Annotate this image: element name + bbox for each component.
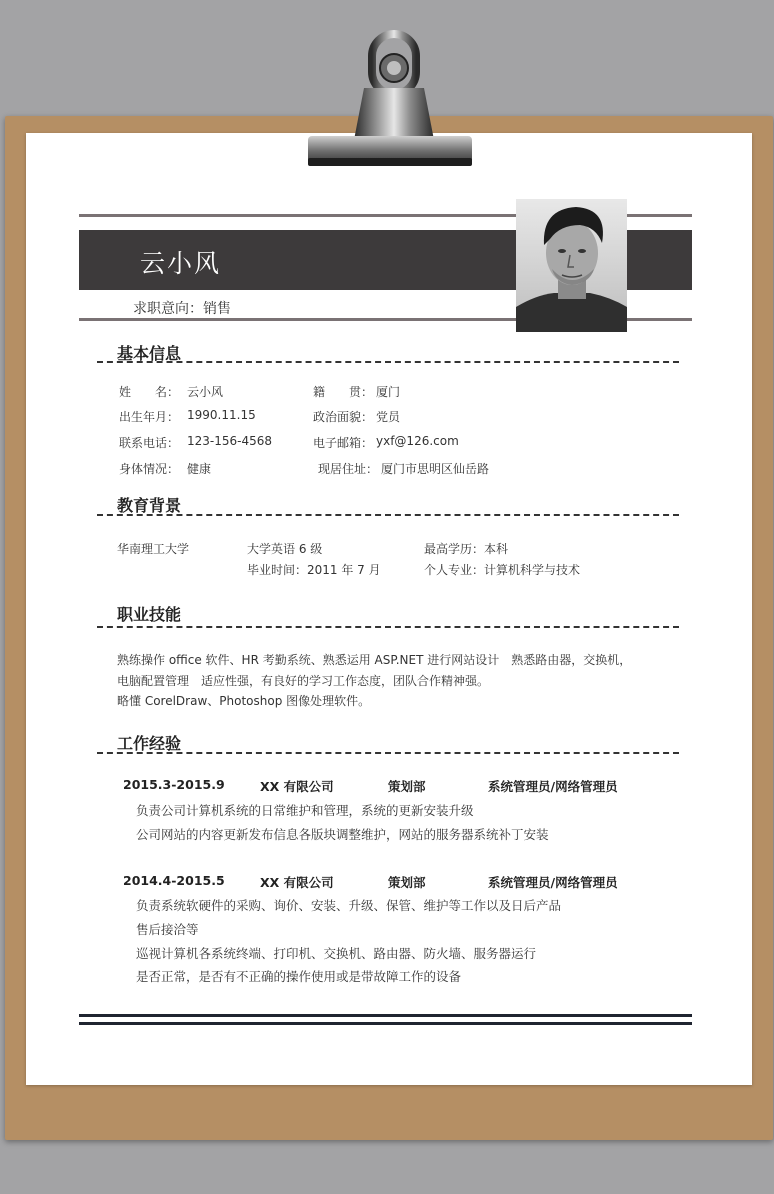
field-label: 电子邮箱： <box>313 436 374 450</box>
field-value: 厦门 <box>376 385 401 399</box>
field-value: yxf@126.com <box>376 434 459 448</box>
job-role: 系统管理员/网络管理员 <box>488 779 618 794</box>
field-value: 厦门市思明区仙岳路 <box>381 462 490 476</box>
field-label: 出生年月： <box>119 410 180 424</box>
intent-label: 求职意向： <box>133 301 203 317</box>
field-label: 联系电话： <box>119 436 180 450</box>
job-duty: 售后接洽等 <box>136 922 199 937</box>
footer-rule <box>79 1014 692 1017</box>
job-duty: 负责系统软硬件的采购、询价、安装、升级、保管、维护等工作以及日后产品 <box>136 898 562 913</box>
section-divider <box>97 361 679 363</box>
field-label: 身体情况： <box>119 462 180 476</box>
skill-line: 略懂 CorelDraw、Photoshop 图像处理软件。 <box>117 694 371 708</box>
job-company: XX 有限公司 <box>260 875 334 890</box>
job-duty: 公司网站的内容更新发布信息各版块调整维护，网站的服务器系统补丁安装 <box>136 827 549 842</box>
field-label: 政治面貌： <box>313 410 374 424</box>
job-company: XX 有限公司 <box>260 779 334 794</box>
binder-clip-icon <box>302 28 476 174</box>
intent-value: 销售 <box>203 301 231 317</box>
school: 华南理工大学 <box>117 542 190 556</box>
footer-rule <box>79 1022 692 1025</box>
job-dept: 策划部 <box>388 779 426 794</box>
major: 个人专业：计算机科学与技术 <box>424 563 581 577</box>
job-role: 系统管理员/网络管理员 <box>488 875 618 890</box>
section-title-work: 工作经验 <box>117 734 182 753</box>
section-divider <box>97 626 679 628</box>
job-duty: 是否正常，是否有不正确的操作使用或是带故障工作的设备 <box>136 969 462 984</box>
section-title-education: 教育背景 <box>117 496 182 515</box>
graduation-date: 毕业时间：2011 年 7 月 <box>247 563 381 577</box>
skill-line: 电脑配置管理 适应性强，有良好的学习工作态度，团队合作精神强。 <box>117 674 490 688</box>
skill-line: 熟练操作 office 软件、HR 考勤系统、熟悉运用 ASP.NET 进行网站设计 熟悉路由器，交换机， <box>117 653 632 667</box>
degree: 最高学历：本科 <box>424 542 509 556</box>
field-label: 姓 名： <box>119 385 180 399</box>
job-period: 2015.3-2015.9 <box>123 777 225 792</box>
profile-photo <box>516 199 627 332</box>
job-dept: 策划部 <box>388 875 426 890</box>
english-level: 大学英语 6 级 <box>247 542 323 556</box>
job-duty: 负责公司计算机系统的日常维护和管理，系统的更新安装升级 <box>136 803 474 818</box>
section-title-skills: 职业技能 <box>117 605 182 624</box>
section-divider <box>97 752 679 754</box>
candidate-name: 云小风 <box>140 249 222 278</box>
field-value: 党员 <box>376 410 401 424</box>
field-label: 籍 贯： <box>313 385 374 399</box>
field-value: 健康 <box>187 462 212 476</box>
field-value: 云小风 <box>187 385 224 399</box>
section-title-basic: 基本信息 <box>117 344 182 363</box>
field-value: 123-156-4568 <box>187 434 273 448</box>
field-value: 1990.11.15 <box>187 408 256 422</box>
job-duty: 巡视计算机各系统终端、打印机、交换机、路由器、防火墙、服务器运行 <box>136 946 537 961</box>
job-period: 2014.4-2015.5 <box>123 873 225 888</box>
section-divider <box>97 514 679 516</box>
field-label: 现居住址： <box>318 462 379 476</box>
